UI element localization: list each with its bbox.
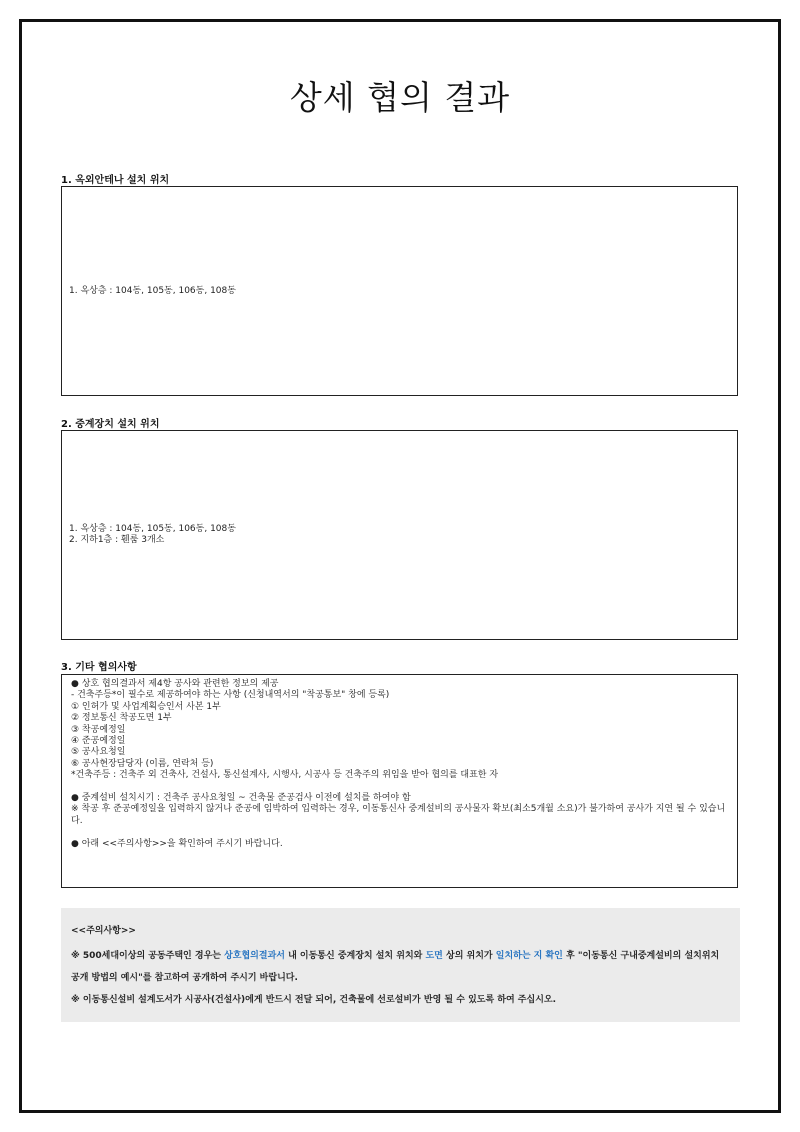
notes-line: ② 정보통신 착공도면 1부 [71,713,172,724]
notes-line: ● 상호 협의결과서 제4항 공사와 관련한 정보의 제공 [71,679,279,689]
notes-line: ⑤ 공사요청일 [71,747,126,758]
section-heading-relay: 2. 중계장치 설치 위치 [61,419,160,430]
section-heading-other: 3. 기타 협의사항 [61,662,137,673]
notes-line: ⑥ 공사현장담당자 (이름, 연락처 등) [71,758,214,769]
notes-line: ※ 착공 후 준공예정일을 입력하지 않거나 준공에 임박하여 입력하는 경우, 이동통신사 중계설비의 공사물자 확보(최소5개월 소요)가 불가하여 공사가 지연 될 수 있습니다. [71,804,726,826]
antenna-location-box [61,186,738,396]
caution-item-500-units [71,945,730,989]
notes-line: ① 인허가 및 사업계획승인서 사본 1부 [71,701,221,712]
notes-line: ③ 착공예정일 [71,724,126,735]
caution-text: ※ 500세대이상의 공동주택인 경우는 [71,951,225,961]
notes-line [71,782,728,793]
relay-location-box [61,430,738,640]
caution-title: <<주의사항>> [71,926,136,936]
caution-text: 후 "이동통신 구내중계설비의 설치위치 공개 방법의 예시"를 참고하여 공개하여 주시기 바랍니다. [71,951,720,983]
notes-line: *건축주등 : 건축주 외 건축사, 건설사, 통신설계사, 시행사, 시공사 등 건축주의 위임을 받아 협의를 대표한 자 [71,770,499,781]
page-title: 상세 협의 결과 [289,78,511,117]
notes-line: ● 중계설비 설치시기 : 건축주 공사요청일 ~ 건축물 준공검사 이전에 설치를 하여야 함 [71,793,411,804]
caution-text: 내 이동통신 중계장치 설치 위치와 [284,951,426,961]
notes-line: ④ 준공예정일 [71,736,126,747]
antenna-location-line: 1. 옥상층 : 104동, 105동, 106동, 108동 [69,285,236,296]
caution-highlight-drawing: 도면 [425,951,443,961]
caution-highlight-check: 일치하는 지 확인 [495,951,563,961]
relay-location-line: 1. 옥상층 : 104동, 105동, 106동, 108동 [69,524,236,534]
notes-line: ● 아래 <<주의사항>>을 확인하여 주시기 바랍니다. [71,838,283,849]
caution-item-design-docs: ※ 이동통신설비 설계도서가 시공사(건설사)에게 반드시 전달 되어, 건축물에 선로설비가 반영 될 수 있도록 하여 주십시오. [71,995,556,1005]
caution-highlight-agreement: 상호협의결과서 [224,951,285,961]
notes-line [71,827,728,838]
caution-panel [61,908,740,1022]
caution-text: 상의 위치가 [442,951,496,961]
notes-line: - 건축주등*이 필수로 제공하여야 하는 사항 (신청내역서의 "착공통보" 창에 등록) [71,690,390,701]
other-notes-box [61,674,738,888]
section-heading-antenna: 1. 옥외안테나 설치 위치 [61,175,170,186]
relay-location-line: 2. 지하1층 : 휀룸 3개소 [69,535,165,545]
